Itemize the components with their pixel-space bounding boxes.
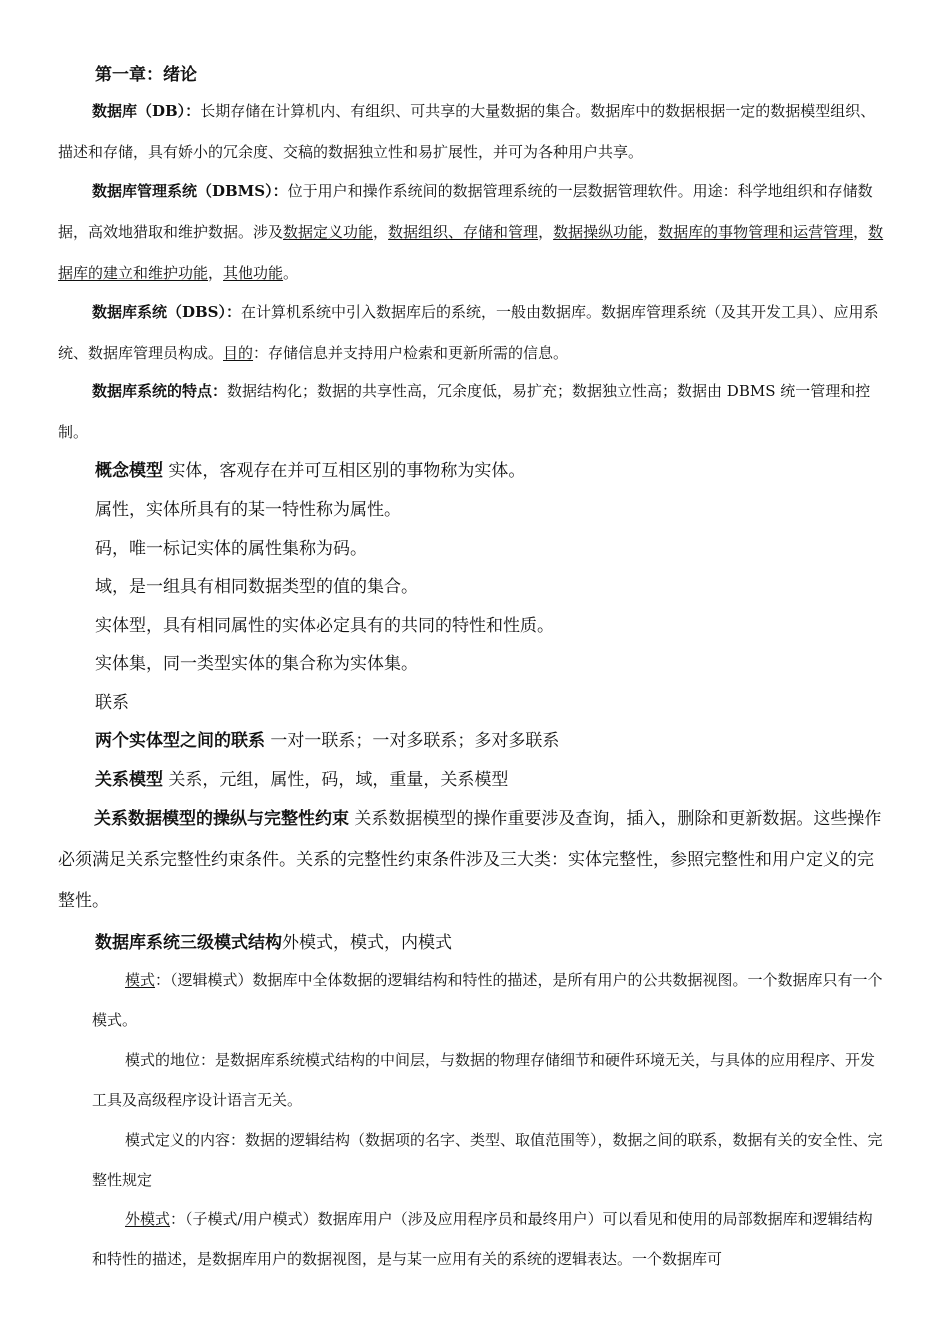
function-link: 数据库的建立和维护功能 [58,223,884,282]
paragraph-external-schema: 外模式：（子模式/用户模式）数据库用户（涉及应用程序员和最终用户）可以看见和使用的局部数据库和逻辑结构和特性的描述，是数据库用户的数据视图，是与某一应用有关的系统的逻辑表达。一个数据库可 [92,1210,873,1268]
key-line: 码，唯一标记实体的属性集称为码。 [95,539,367,559]
paragraph-dbms: 数据库管理系统（DBMS）：位于用户和操作系统间的数据管理系统的一层数据管理软件。用途：科学地组织和存储数据，高效地猎取和维护数据。涉及数据定义功能，数据组织、存储和管理，数据操纵功能，数据库的事物管理和运营管理，数据库的建立和维护功能，其他功能。 [58,182,884,282]
purpose-label: 目的 [223,344,254,362]
chapter-title: 第一章：绪论 [95,65,197,85]
paragraph-dbs: 数据库系统（DBS）：在计算机系统中引入数据库后的系统，一般由数据库。数据库管理系统（及其开发工具）、应用系统、数据库管理员构成。目的：存储信息并支持用户检索和更新所需的信息。 [58,303,879,362]
relationship-line: 联系 [95,693,129,713]
two-entity-relationship-line: 两个实体型之间的联系 一对一联系；一对多联系；多对多联系 [95,731,560,751]
function-link: 数据库的事物管理和运营管理 [658,223,854,241]
entity-set-line: 实体集，同一类型实体的集合称为实体集。 [95,654,418,674]
external-schema-label: 外模式 [125,1210,171,1228]
function-link: 数据定义功能 [283,223,374,241]
entity-type-line: 实体型，具有相同属性的实体必定具有的共同的特性和性质。 [95,616,554,636]
function-link: 数据操纵功能 [553,223,644,241]
paragraph-schema: 模式：（逻辑模式）数据库中全体数据的逻辑结构和特性的描述，是所有用户的公共数据视图。一个数据库只有一个模式。 [92,971,883,1029]
attribute-line: 属性，实体所具有的某一特性称为属性。 [95,500,401,520]
relational-model-line: 关系模型 关系，元组，属性，码，域，重量，关系模型 [95,770,509,790]
function-link: 数据组织、存储和管理 [388,223,539,241]
paragraph-db: 数据库（DB）：长期存储在计算机内、有组织、可共享的大量数据的集合。数据库中的数据根据一定的数据模型组织、描述和存储，具有娇小的冗余度、交稿的数据独立性和易扩展性，并可为各种用户共享。 [58,102,876,161]
paragraph-features: 数据库系统的特点：数据结构化；数据的共享性高，冗余度低，易扩充；数据独立性高；数据由 DBMS 统一管理和控制。 [58,382,871,441]
domain-line: 域，是一组具有相同数据类型的值的集合。 [95,577,418,597]
schema-label: 模式 [125,971,156,989]
term-db: 数据库（DB）： [92,102,201,120]
schema-heading: 数据库系统三级模式结构外模式，模式，内模式 [95,933,452,953]
paragraph-schema-definition: 模式定义的内容：数据的逻辑结构（数据项的名字、类型、取值范围等），数据之间的联系，数据有关的安全性、完整性规定 [92,1131,883,1189]
term-operations: 关系数据模型的操纵与完整性约束 [94,809,349,829]
function-link: 其他功能 [223,264,284,282]
concept-model-line: 概念模型 实体，客观存在并可互相区别的事物称为实体。 [95,461,526,481]
term-features: 数据库系统的特点： [92,382,228,400]
paragraph-operations: 关系数据模型的操纵与完整性约束 关系数据模型的操作重要涉及查询，插入，删除和更新数据。这些操作必须满足关系完整性约束条件。关系的完整性约束条件涉及三大类：实体完整性，参照完整性和用户定义的完整性。 [58,809,882,911]
term-dbs: 数据库系统（DBS）： [92,303,242,321]
paragraph-schema-position: 模式的地位：是数据库系统模式结构的中间层，与数据的物理存储细节和硬件环境无关，与具体的应用程序、开发工具及高级程序设计语言无关。 [92,1051,876,1109]
term-dbms: 数据库管理系统（DBMS）： [92,182,288,200]
